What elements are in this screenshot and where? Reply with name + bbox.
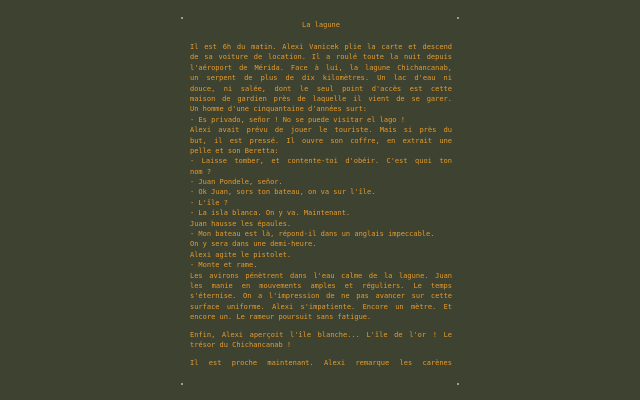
text-line: Il est 6h du matin. Alexi Vanicek plie la carte et descend bbox=[190, 43, 452, 51]
text-line: Juan hausse les épaules. bbox=[190, 219, 292, 228]
text-line: Alexi agite le pistolet. bbox=[190, 250, 292, 259]
text-line: douce, ni salée, dont le seul point d'accès est cette bbox=[190, 84, 452, 93]
paragraph-gap bbox=[190, 351, 452, 359]
text-line: surface uniforme. Alexi s'impatiente. Encore un mètre. Et bbox=[190, 302, 452, 311]
text-line: but, il est pressé. Il ouvre son coffre, en extrait une bbox=[190, 136, 452, 145]
text-line: les manie en mouvements amples et réguliers. Le temps bbox=[190, 281, 452, 290]
text-line: - Juan Pondele, señor. bbox=[190, 178, 283, 187]
text-line: - Ok Juan, sors ton bateau, on va sur l'île. bbox=[190, 188, 376, 197]
text-line: - Monte et rame. bbox=[190, 261, 258, 270]
text-line: l'aéroport de Mérida. Face à lui, la lagune Chichancanab, bbox=[190, 63, 452, 72]
page-corner-mark bbox=[181, 383, 183, 385]
paragraph-gap bbox=[190, 323, 452, 331]
text-line: Les avirons pénètrent dans l'eau calme de la lagune. Juan bbox=[190, 271, 452, 280]
document-title: La lagune bbox=[302, 21, 340, 29]
text-line: s'éternise. On a l'impression de ne pas avancer sur cette bbox=[190, 292, 452, 301]
text-line: Alexi avait prévu de jouer le touriste. Mais si près du bbox=[190, 126, 452, 135]
page-corner-mark bbox=[457, 383, 459, 385]
document-body bbox=[190, 42, 452, 369]
text-line: Un homme d'une cinquantaine d'années surt: bbox=[190, 105, 368, 114]
text-line: pelle et son Beretta: bbox=[190, 146, 279, 155]
text-line: - La isla blanca. On y va. Maintenant. bbox=[190, 209, 351, 218]
text-line: maison de gardien près de laquelle il vient de se garer. bbox=[190, 94, 452, 103]
page-corner-mark bbox=[181, 17, 183, 19]
text-line: nom ? bbox=[190, 167, 212, 176]
text-line: Enfin, Alexi aperçoit l'île blanche... L'île de l'or ! Le bbox=[190, 331, 452, 340]
text-line: Il est proche maintenant. Alexi remarque les carènes bbox=[190, 359, 452, 368]
text-line: encore un. Le rameur poursuit sans fatigue. bbox=[190, 313, 372, 322]
text-line: de sa voiture de location. Il a roulé toute la nuit depuis bbox=[190, 53, 452, 62]
text-line: On y sera dans une demi-heure. bbox=[190, 240, 317, 249]
text-line: - L'île ? bbox=[190, 198, 228, 207]
text-line: un serpent de plus de dix kilomètres. Un lac d'eau ni bbox=[190, 74, 452, 83]
text-line: - Mon bateau est là, répond-il dans un anglais impeccable. bbox=[190, 230, 435, 239]
text-line: - Laisse tomber, et contente-toi d'obéir. C'est quoi ton bbox=[190, 157, 452, 166]
text-line: - Es privado, señor ! No se puede visitar el lago ! bbox=[190, 115, 405, 124]
text-line: trésor du Chichancanab ! bbox=[190, 341, 292, 350]
page-corner-mark bbox=[457, 17, 459, 19]
